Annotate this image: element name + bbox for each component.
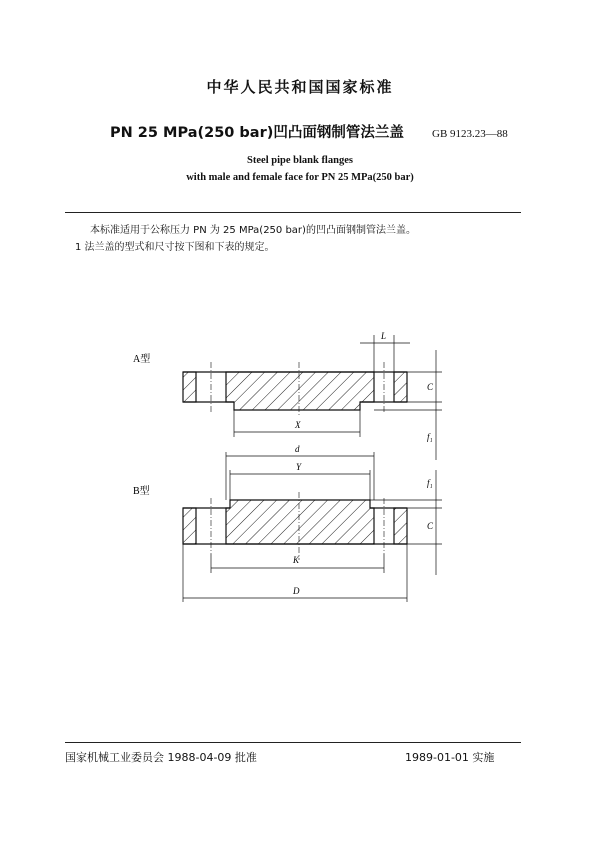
- standard-org-heading: 中华人民共和国国家标准: [206, 78, 394, 96]
- type-b-flange: [183, 492, 407, 560]
- document-title: PN 25 MPa(250 bar)凹凸面钢制管法兰盖: [110, 125, 404, 141]
- dim-c-label-a: C: [427, 382, 434, 392]
- standard-code: GB 9123.23—88: [432, 128, 508, 140]
- footer-rule: [65, 742, 521, 743]
- english-title-line2: with male and female face for PN 25 MPa(250 bar): [186, 172, 414, 183]
- english-title-line1: Steel pipe blank flanges: [247, 155, 353, 166]
- type-b-label: B型: [133, 486, 150, 497]
- type-a-label: A型: [133, 354, 151, 365]
- dim-f1-label-a: f₁: [427, 432, 433, 442]
- clause-1: 1 法兰盖的型式和尺寸按下图和下表的规定。: [75, 242, 275, 253]
- effective-date: 1989-01-01 实施: [405, 751, 495, 764]
- dim-c-label-b: C: [427, 521, 434, 531]
- type-a-flange: [183, 362, 407, 416]
- intro-paragraph: 本标准适用于公称压力 PN 为 25 MPa(250 bar)的凹凸面钢制管法兰盖。: [90, 225, 416, 236]
- dim-l-label: L: [381, 331, 387, 341]
- dim-x-label: X: [295, 420, 301, 430]
- dim-dd-label: D: [293, 586, 300, 596]
- approval-line: 国家机械工业委员会 1988-04-09 批准: [65, 751, 257, 764]
- dim-d-label: d: [295, 444, 300, 454]
- dim-k-label: K: [293, 555, 300, 565]
- dim-f1-label-b: f₁: [427, 478, 433, 488]
- dim-y-label: Y: [296, 462, 302, 472]
